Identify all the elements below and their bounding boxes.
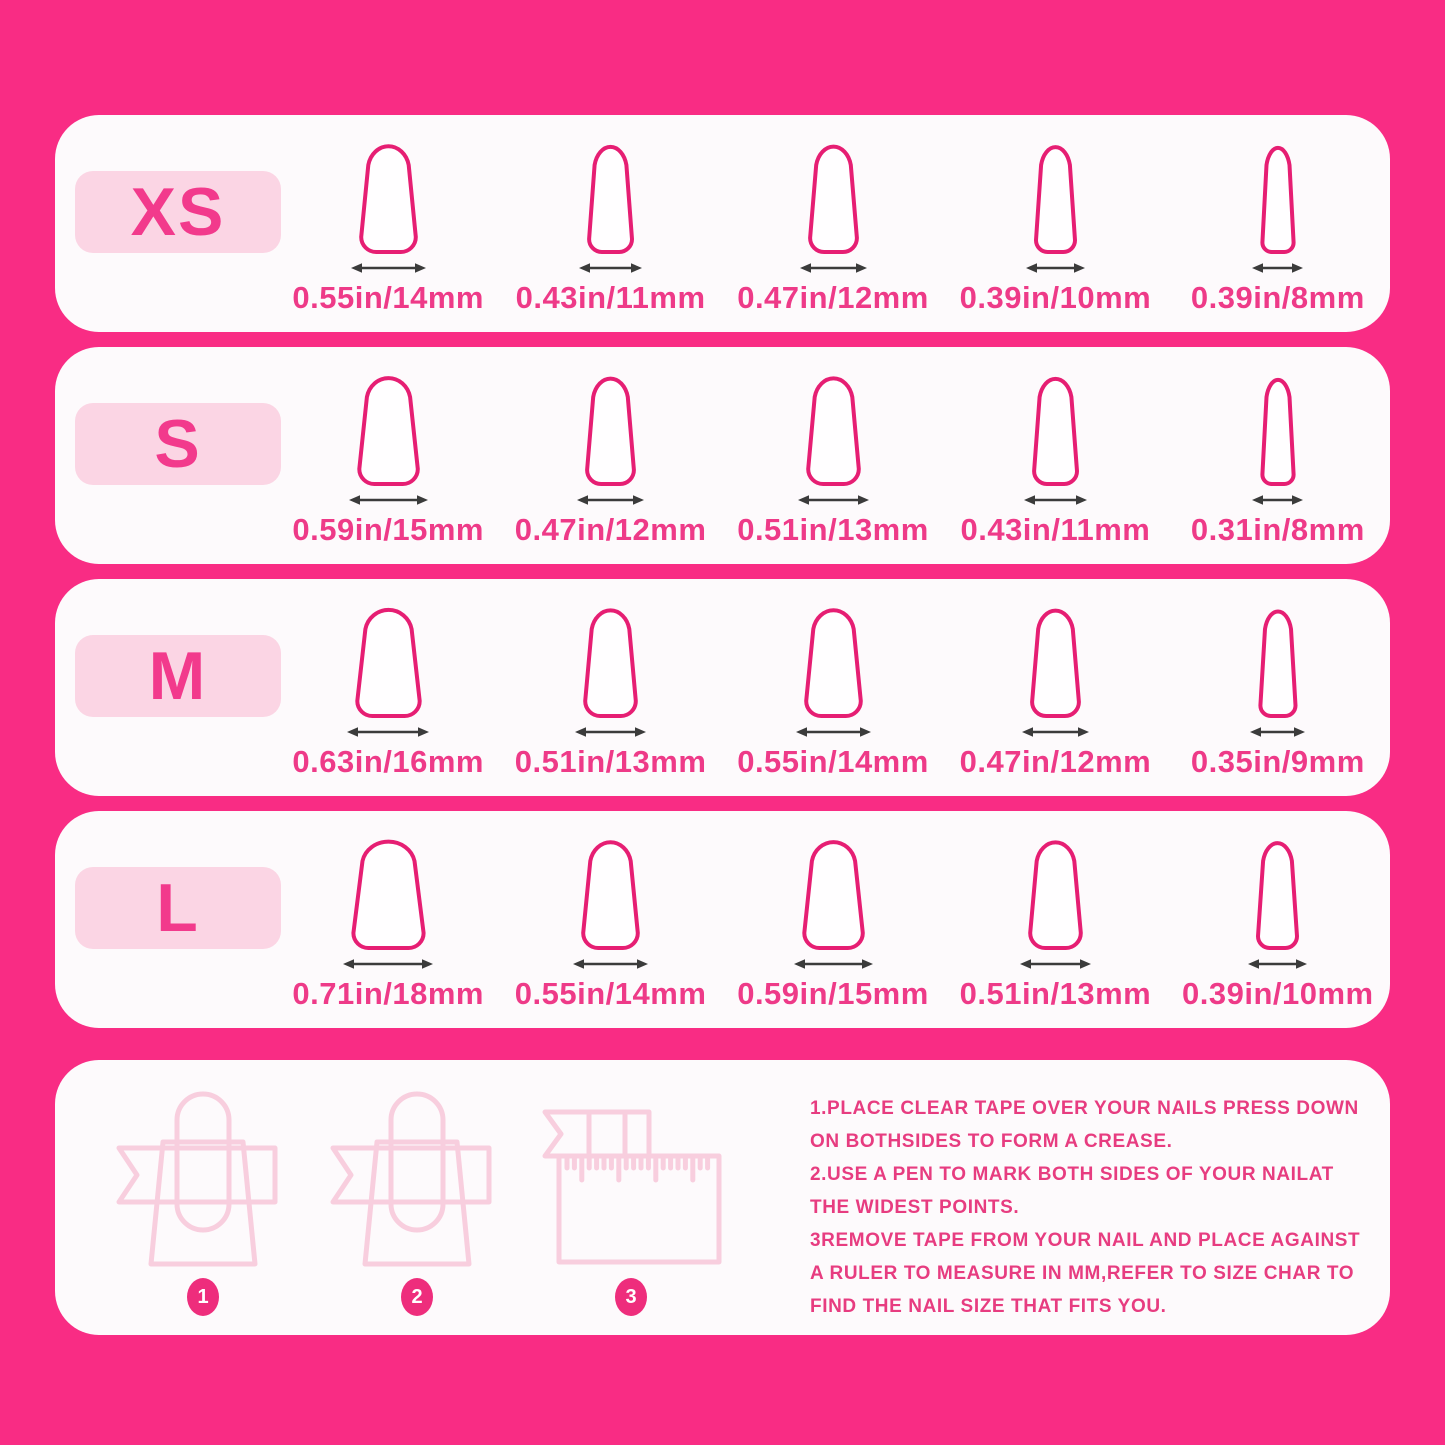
nail-column: [277, 357, 499, 548]
nail-column: [499, 589, 721, 780]
step-number: 2: [411, 1285, 423, 1308]
nail-samples: [277, 821, 1389, 1012]
nail-outline-icon: [578, 832, 643, 952]
nail-measurement: 0.59in/15mm: [292, 512, 484, 547]
width-arrow-icon: [1247, 956, 1308, 972]
nail-measurement: 0.51in/13mm: [959, 976, 1152, 1011]
width-arrow-icon: [348, 492, 429, 508]
nail-column: [1167, 821, 1389, 1012]
nail-outline-icon: [1031, 136, 1080, 256]
size-label: S: [154, 406, 202, 482]
nail-samples: [277, 589, 1389, 780]
width-arrow-icon: [1021, 724, 1090, 740]
nail-column: [722, 589, 944, 780]
width-arrow-icon: [1023, 492, 1088, 508]
size-badge-s: [75, 403, 281, 485]
nail-column: [1167, 589, 1389, 780]
nail-outline-icon: [1255, 600, 1301, 720]
nail-column: [1167, 125, 1389, 316]
instruction-step-2: 2.USE A PEN TO MARK BOTH SIDES OF YOUR NAILAT THE WIDEST POINTS.: [810, 1164, 1334, 1218]
nail-measurement: 0.47in/12mm: [514, 512, 707, 547]
nail-samples: [277, 125, 1389, 316]
nail-measurement: 0.47in/12mm: [959, 744, 1152, 779]
width-arrow-icon: [350, 260, 427, 276]
width-arrow-icon: [572, 956, 649, 972]
width-arrow-icon: [1251, 492, 1304, 508]
size-label: XS: [130, 174, 226, 250]
nail-column: [499, 125, 721, 316]
nail-column: [277, 125, 499, 316]
nail-outline-icon: [584, 136, 637, 256]
nail-column: [1167, 357, 1389, 548]
diagram-tape-over-nail: [103, 1078, 303, 1316]
step-number-badge: [187, 1278, 219, 1316]
width-arrow-icon: [574, 724, 647, 740]
size-row-m: [55, 579, 1390, 796]
nail-outline-icon: [801, 600, 866, 720]
size-row-xs: [55, 115, 1390, 332]
nail-outline-icon: [1257, 368, 1299, 488]
nail-column: [722, 357, 944, 548]
nail-outline-icon: [803, 368, 864, 488]
nail-measurement: 0.59in/15mm: [737, 976, 929, 1011]
nail-outline-icon: [354, 368, 423, 488]
nail-column: [499, 357, 721, 548]
nail-outline-icon: [348, 832, 429, 952]
tape-over-nail-icon: [103, 1078, 303, 1270]
width-arrow-icon: [799, 260, 868, 276]
nail-outline-icon: [1257, 136, 1299, 256]
nail-outline-icon: [356, 136, 421, 256]
nail-measurement: 0.55in/14mm: [292, 280, 484, 315]
size-label: M: [148, 638, 208, 714]
size-badge-l: [75, 867, 281, 949]
size-label: L: [156, 870, 200, 946]
nail-measurement: 0.55in/14mm: [514, 976, 707, 1011]
nail-column: [944, 589, 1166, 780]
instruction-step-3: 3REMOVE TAPE FROM YOUR NAIL AND PLACE AGAINST A RULER TO MEASURE IN MM,REFER TO SIZE CHAR TO FIND THE NAIL SIZE THAT FITS YOU.: [810, 1230, 1361, 1317]
nail-outline-icon: [352, 600, 425, 720]
nail-column: [277, 821, 499, 1012]
nail-column: [499, 821, 721, 1012]
ruler-measure-icon: [531, 1078, 731, 1270]
nail-outline-icon: [1253, 832, 1302, 952]
nail-outline-icon: [582, 368, 639, 488]
nail-column: [944, 821, 1166, 1012]
nail-column: [722, 821, 944, 1012]
step-number-badge: [401, 1278, 433, 1316]
instruction-diagrams: [103, 1078, 731, 1316]
nail-measurement: 0.43in/11mm: [515, 280, 706, 315]
nail-measurement: 0.71in/18mm: [292, 976, 484, 1011]
nail-column: [944, 125, 1166, 316]
nail-measurement: 0.39in/10mm: [959, 280, 1152, 315]
diagram-measure-with-ruler: [531, 1078, 731, 1316]
nail-column: [944, 357, 1166, 548]
nail-outline-icon: [1025, 832, 1086, 952]
step-number: 3: [625, 1285, 637, 1308]
instruction-steps-text: [810, 1092, 1366, 1323]
nail-measurement: 0.51in/13mm: [737, 512, 929, 547]
nail-measurement: 0.31in/8mm: [1190, 512, 1365, 547]
instruction-step-1: 1.PLACE CLEAR TAPE OVER YOUR NAILS PRESS DOWN ON BOTHSIDES TO FORM A CREASE.: [810, 1098, 1359, 1152]
nail-measurement: 0.39in/8mm: [1190, 280, 1365, 315]
nail-measurement: 0.55in/14mm: [737, 744, 929, 779]
size-row-l: [55, 811, 1390, 1028]
nail-outline-icon: [805, 136, 862, 256]
width-arrow-icon: [1025, 260, 1086, 276]
nail-outline-icon: [1029, 368, 1082, 488]
step-number: 1: [197, 1285, 209, 1308]
nail-outline-icon: [580, 600, 641, 720]
width-arrow-icon: [1019, 956, 1092, 972]
width-arrow-icon: [793, 956, 874, 972]
width-arrow-icon: [576, 492, 645, 508]
width-arrow-icon: [797, 492, 870, 508]
width-arrow-icon: [346, 724, 430, 740]
width-arrow-icon: [342, 956, 434, 972]
size-badge-xs: [75, 171, 281, 253]
nail-column: [722, 125, 944, 316]
width-arrow-icon: [1251, 260, 1304, 276]
nail-measurement: 0.43in/11mm: [960, 512, 1151, 547]
nail-column: [277, 589, 499, 780]
size-row-s: [55, 347, 1390, 564]
nail-measurement: 0.47in/12mm: [737, 280, 929, 315]
width-arrow-icon: [1249, 724, 1306, 740]
step-number-badge: [615, 1278, 647, 1316]
width-arrow-icon: [578, 260, 643, 276]
nail-measurement: 0.39in/10mm: [1182, 976, 1374, 1011]
nail-measurement: 0.63in/16mm: [292, 744, 484, 779]
nail-samples: [277, 357, 1389, 548]
size-badge-m: [75, 635, 281, 717]
measuring-instructions-panel: [55, 1060, 1390, 1335]
mark-nail-sides-icon: [317, 1078, 517, 1270]
nail-outline-icon: [1027, 600, 1084, 720]
width-arrow-icon: [795, 724, 872, 740]
nail-measurement: 0.35in/9mm: [1190, 744, 1365, 779]
diagram-mark-nail-sides: [317, 1078, 517, 1316]
nail-outline-icon: [799, 832, 868, 952]
nail-measurement: 0.51in/13mm: [514, 744, 707, 779]
